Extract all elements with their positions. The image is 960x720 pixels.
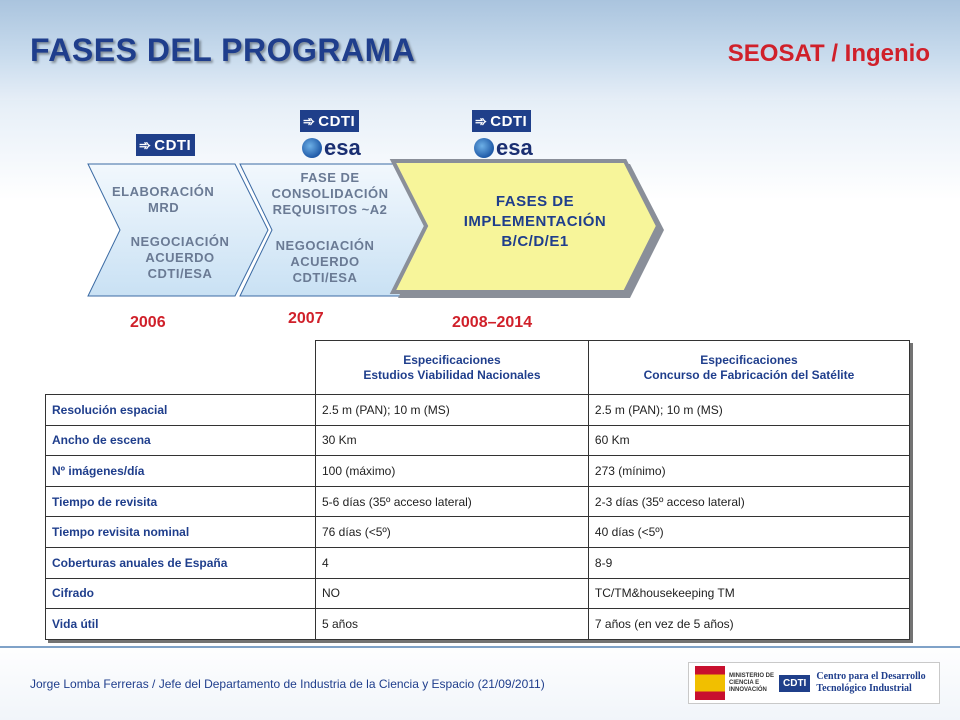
phase-1-title: ELABORACIÓN MRD (112, 184, 215, 215)
table-row (46, 609, 910, 640)
footer-divider (0, 646, 960, 648)
row-value-satellite: TC/TM&housekeeping TM (588, 578, 909, 609)
footer-credit: Jorge Lomba Ferreras / Jefe del Departamento de Industria de la Ciencia y Espacio (21/09/2011) (30, 677, 545, 691)
specifications-table (45, 340, 910, 640)
table-row (46, 578, 910, 609)
cdti-logo: ➾ CDTI (472, 110, 531, 132)
table-header-blank (46, 341, 316, 395)
page-subtitle: SEOSAT / Ingenio (727, 40, 930, 67)
spain-coat-of-arms-icon (695, 666, 725, 700)
table-row (46, 547, 910, 578)
row-label: Tiempo revisita nominal (46, 517, 316, 548)
cdti-logo: ➾ CDTI (136, 134, 195, 156)
phase-2-title: FASE DE CONSOLIDACIÓN REQUISITOS ~A2 (271, 170, 389, 217)
table-row (46, 395, 910, 426)
cdti-logo: ➾ CDTI (300, 110, 359, 132)
cdti-small-logo: CDTI (779, 675, 810, 692)
row-label: Vida útil (46, 609, 316, 640)
year-2007: 2007 (288, 310, 324, 327)
page-title: FASES DEL PROGRAMA (30, 32, 416, 68)
table-header-national-studies: Especificaciones Estudios Viabilidad Nacionales (316, 341, 589, 395)
row-label: Resolución espacial (46, 395, 316, 426)
centro-label: Centro para el Desarrollo Tecnológico Industrial (816, 671, 926, 694)
row-label: Coberturas anuales de España (46, 547, 316, 578)
cdti-arrow-icon: ➾ (139, 136, 152, 153)
row-value-national: 76 días (<5º) (316, 517, 589, 548)
row-label: Cifrado (46, 578, 316, 609)
table-header-row (46, 341, 910, 395)
phase-3-title: FASES DE IMPLEMENTACIÓN B/C/D/E1 (463, 193, 607, 250)
year-2006: 2006 (130, 314, 166, 331)
row-value-national: 5 años (316, 609, 589, 640)
table-header-satellite-contract: Especificaciones Concurso de Fabricación del Satélite (588, 341, 909, 395)
ministry-label: MINISTERIO DE CIENCIA E INNOVACIÓN (729, 672, 775, 693)
row-value-satellite: 8-9 (588, 547, 909, 578)
table-row (46, 425, 910, 456)
row-value-satellite: 2.5 m (PAN); 10 m (MS) (588, 395, 909, 426)
year-2008-2014: 2008–2014 (452, 314, 533, 331)
row-value-satellite: 2-3 días (35º acceso lateral) (588, 486, 909, 517)
row-value-satellite: 273 (mínimo) (588, 456, 909, 487)
row-value-satellite: 40 días (<5º) (588, 517, 909, 548)
row-value-national: NO (316, 578, 589, 609)
esa-globe-icon (474, 138, 494, 158)
table-row (46, 456, 910, 487)
row-value-satellite: 60 Km (588, 425, 909, 456)
esa-globe-icon (302, 138, 322, 158)
phase-1-subtitle: NEGOCIACIÓN ACUERDO CDTI/ESA (130, 234, 230, 281)
row-label: Ancho de escena (46, 425, 316, 456)
esa-logo: esa (302, 137, 361, 159)
row-value-national: 100 (máximo) (316, 456, 589, 487)
phase-2-subtitle: NEGOCIACIÓN ACUERDO CDTI/ESA (275, 238, 375, 285)
row-value-national: 30 Km (316, 425, 589, 456)
row-label: Tiempo de revisita (46, 486, 316, 517)
table-row (46, 486, 910, 517)
cdti-arrow-icon: ➾ (303, 112, 316, 129)
cdti-arrow-icon: ➾ (475, 112, 488, 129)
row-value-satellite: 7 años (en vez de 5 años) (588, 609, 909, 640)
row-value-national: 4 (316, 547, 589, 578)
footer-logo-banner (688, 662, 940, 704)
table-row (46, 517, 910, 548)
row-label: Nº imágenes/día (46, 456, 316, 487)
esa-logo: esa (474, 137, 533, 159)
row-value-national: 2.5 m (PAN); 10 m (MS) (316, 395, 589, 426)
row-value-national: 5-6 días (35º acceso lateral) (316, 486, 589, 517)
